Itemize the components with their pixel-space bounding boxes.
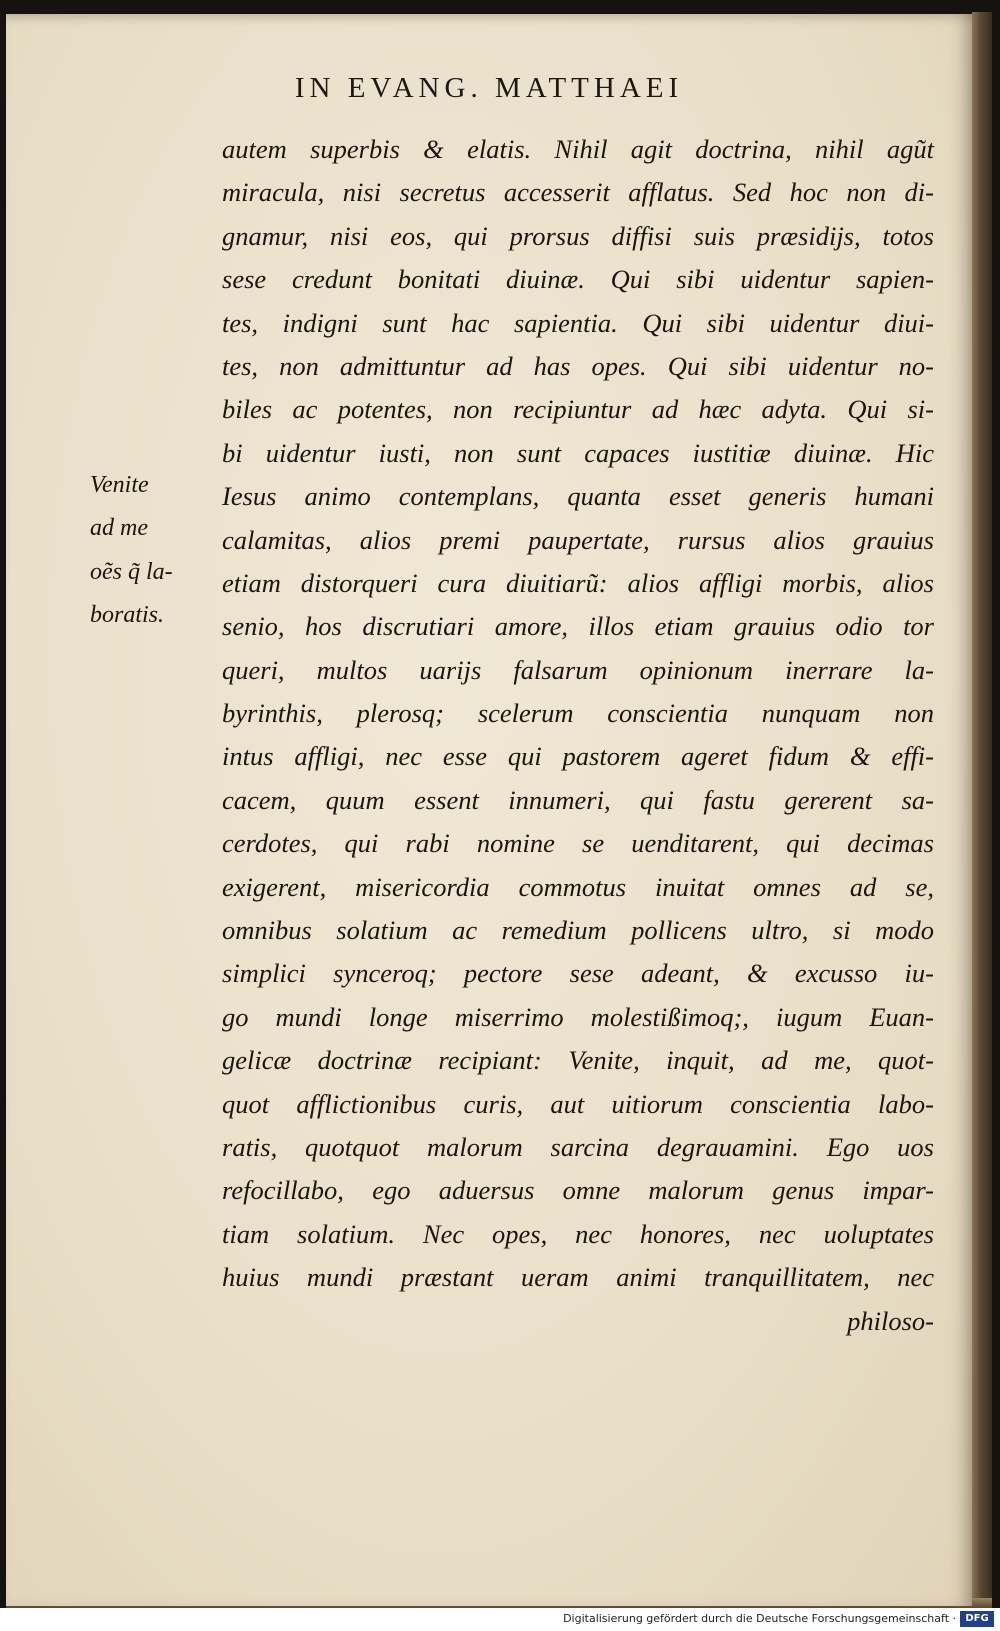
text-line: exigerent, misericordia commotus inuitat omnes ad se, (222, 871, 934, 902)
text-line: intus affligi, nec esse qui pastorem ageret fidum & effi- (222, 741, 934, 772)
text-line: ratis, quotquot malorum sarcina degrauamini. Ego uos (222, 1131, 934, 1162)
footer-credit: Digitalisierung gefördert durch die Deutsche Forschungsgemeinschaft · (563, 1612, 956, 1625)
text-line: cerdotes, qui rabi nomine se uenditarent, qui decimas (222, 828, 934, 859)
text-line: autem superbis & elatis. Nihil agit doctrina, nihil agũt (222, 134, 934, 164)
margin-note-line: oẽs q̃ la- (90, 558, 173, 585)
text-line: etiam distorqueri cura diuitiarũ: alios affligi morbis, alios (222, 567, 934, 598)
body-text (222, 128, 934, 1343)
text-line: cacem, quum essent innumeri, qui fastu gererent sa- (222, 784, 934, 815)
text-line: gnamur, nisi eos, qui prorsus diffisi suis præsidijs, totos (222, 220, 934, 251)
text-line: omnibus solatium ac remedium pollicens ultro, si modo (222, 915, 934, 946)
margin-note (90, 464, 210, 638)
running-head: IN EVANG. MATTHAEI (294, 72, 684, 104)
text-line: calamitas, alios premi paupertate, rursus alios grauius (222, 524, 934, 555)
page-fore-edge (972, 12, 992, 1608)
margin-note-line: ad me (90, 515, 148, 542)
text-line: byrinthis, plerosq; scelerum conscientia nunquam non (222, 698, 934, 729)
text-line: queri, multos uarijs falsarum opinionum inerrare la- (222, 654, 934, 685)
margin-note-line: Venite (90, 472, 149, 498)
text-line: huius mundi præstant ueram animi tranquillitatem, nec (222, 1262, 934, 1293)
text-line: tiam solatium. Nec opes, nec honores, nec uoluptates (222, 1218, 934, 1249)
text-line: quot afflictionibus curis, aut uitiorum conscientia labo- (222, 1088, 934, 1119)
text-line: simplici synceroq; pectore sese adeant, & excusso iu- (222, 958, 934, 989)
text-line: gelicæ doctrinæ recipiant: Venite, inquit, ad me, quot- (222, 1045, 934, 1076)
footer-bar (0, 1608, 1000, 1631)
text-line: go mundi longe miserrimo molestißimoq;, iugum Euan- (222, 1001, 934, 1032)
text-line: biles ac potentes, non recipiuntur ad hæc adyta. Qui si- (222, 394, 934, 425)
text-line: refocillabo, ego aduersus omne malorum genus impar- (222, 1175, 934, 1206)
text-line: bi uidentur iusti, non sunt capaces iustitiæ diuinæ. Hic (222, 437, 934, 468)
text-line: miracula, nisi secretus accesserit afflatus. Sed hoc non di- (222, 177, 934, 208)
book-page (6, 14, 972, 1606)
text-line: tes, non admittuntur ad has opes. Qui sibi uidentur no- (222, 350, 934, 381)
text-line: sese credunt bonitati diuinæ. Qui sibi uidentur sapien- (222, 264, 934, 295)
catchword: philoso- (847, 1305, 934, 1336)
text-line: Iesus animo contemplans, quanta esset generis humani (222, 481, 934, 512)
text-line: tes, indigni sunt hac sapientia. Qui sibi uidentur diui- (222, 307, 934, 338)
text-line: senio, hos discrutiari amore, illos etiam grauius odio tor (222, 611, 934, 642)
margin-note-line: boratis. (90, 602, 165, 629)
dfg-logo-icon: DFG (960, 1611, 994, 1627)
